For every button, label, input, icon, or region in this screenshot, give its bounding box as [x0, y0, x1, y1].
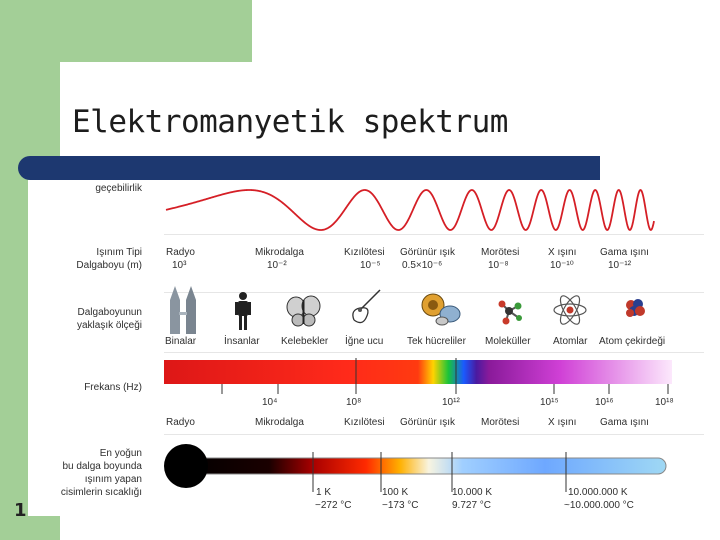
freq-name-visible: Görünür ışık [400, 417, 456, 428]
freq-name-microwave: Mikrodalga [255, 417, 304, 428]
type-gamma: Gama ışını [600, 247, 649, 258]
freq-name-radio: Radyo [166, 417, 195, 428]
type-visible: Görünür ışık [400, 247, 456, 258]
freq-tick-3: 10¹² [442, 397, 460, 408]
freq-tick-5: 10¹⁶ [595, 397, 614, 408]
temp-c-4: ~10.000.000 °C [564, 500, 634, 511]
type-microwave: Mikrodalga [255, 247, 304, 258]
needle-icon [346, 288, 384, 332]
freq-name-ultraviolet: Morötesi [481, 417, 520, 428]
temp-k-4: 10.000.000 K [568, 487, 628, 498]
temp-k-1: 1 K [316, 487, 332, 498]
row-divider [164, 434, 704, 435]
atom-icon [552, 292, 588, 328]
temp-label-2: bu dalga boyunda [62, 461, 142, 472]
freq-tick-6: 10¹⁸ [655, 397, 674, 408]
scale-needle: İğne ucu [345, 336, 384, 347]
wavelength-label: Dalgaboyu (m) [76, 260, 142, 271]
scale-molecules: Moleküller [485, 336, 531, 347]
scale-buildings: Binalar [165, 336, 197, 347]
wave-label: geçebilirlik [95, 183, 142, 194]
row-divider [164, 352, 704, 353]
wavelength-microwave: 10⁻² [267, 260, 287, 271]
wave-graphic [164, 186, 656, 234]
butterfly-icon [286, 294, 322, 328]
type-radio: Radyo [166, 247, 195, 258]
temp-c-1: −272 °C [315, 500, 352, 511]
type-xray: X ışını [548, 247, 577, 258]
type-ultraviolet: Morötesi [481, 247, 520, 258]
molecule-icon [494, 296, 524, 326]
temp-c-3: 9.727 °C [452, 500, 492, 511]
temp-label-1: En yoğun [99, 448, 142, 459]
temp-c-2: −173 °C [382, 500, 419, 511]
scale-nucleus: Atom çekirdeği [599, 336, 666, 347]
type-label: Işınım Tipi [96, 247, 142, 258]
temp-k-2: 100 K [382, 487, 409, 498]
wavelength-radio: 10³ [172, 260, 187, 271]
wavelength-visible: 0.5×10⁻⁶ [402, 260, 443, 271]
slide-number: 1 [14, 500, 27, 521]
buildings-icon [166, 282, 202, 334]
freq-tick-1: 10⁴ [262, 397, 278, 408]
title-underline-bar [18, 156, 600, 180]
freq-name-gamma: Gama ışını [600, 417, 649, 428]
header-accent [60, 0, 252, 62]
wavelength-xray: 10⁻¹⁰ [550, 260, 574, 271]
temperature-thermometer [162, 438, 670, 492]
wavelength-ultraviolet: 10⁻⁸ [488, 260, 509, 271]
nucleus-icon [622, 296, 648, 322]
scale-cells: Tek hücreliler [407, 336, 466, 347]
type-infrared: Kızılötesi [344, 247, 385, 258]
content-corner [60, 62, 84, 86]
frequency-label: Frekans (Hz) [84, 382, 142, 393]
freq-name-xray: X ışını [548, 417, 577, 428]
scale-humans: İnsanlar [224, 336, 260, 347]
scale-label-1: Dalgaboyunun [77, 307, 142, 318]
freq-name-infrared: Kızılötesi [344, 417, 385, 428]
freq-tick-2: 10⁸ [346, 397, 362, 408]
cell-icon [420, 292, 462, 328]
slide-title: Elektromanyetik spektrum [72, 104, 508, 140]
human-icon [234, 291, 252, 331]
scale-butterflies: Kelebekler [281, 336, 329, 347]
spectrum-figure [28, 180, 704, 516]
scale-atoms: Atomlar [553, 336, 588, 347]
scale-label-2: yaklaşık ölçeği [76, 320, 142, 331]
wavelength-gamma: 10⁻¹² [608, 260, 632, 271]
freq-tick-4: 10¹⁵ [540, 397, 559, 408]
temp-k-3: 10.000 K [452, 487, 493, 498]
temp-label-4: cisimlerin sıcaklığı [60, 487, 142, 498]
row-divider [164, 234, 704, 235]
temp-label-3: ışınım yapan [84, 474, 142, 485]
wavelength-infrared: 10⁻⁵ [360, 260, 381, 271]
